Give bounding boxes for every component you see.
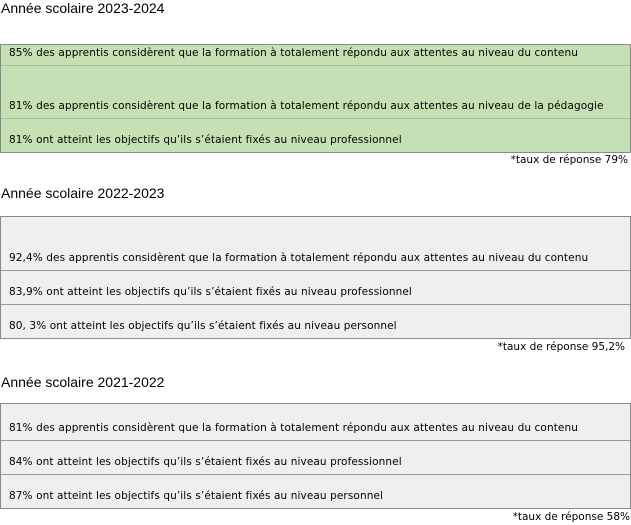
result-row	[1, 217, 630, 270]
results-box	[0, 403, 631, 509]
section-2021-2022	[0, 374, 631, 525]
section-title: Année scolaire 2021-2022	[1, 374, 165, 390]
result-row	[1, 270, 630, 304]
section-2022-2023	[0, 185, 631, 357]
results-box	[0, 44, 631, 153]
result-row	[1, 474, 630, 508]
response-rate-footnote: *taux de réponse 95,2%	[497, 341, 625, 353]
result-row	[1, 404, 630, 440]
result-row	[1, 118, 630, 152]
result-text: 80, 3% ont atteint les objectifs qu’ils s’étaient fixés au niveau personnel	[9, 320, 397, 332]
result-row	[1, 440, 630, 474]
result-text: 84% ont atteint les objectifs qu’ils s’étaient fixés au niveau professionnel	[9, 456, 402, 468]
result-row	[1, 65, 630, 118]
result-text: 92,4% des apprentis considèrent que la formation à totalement répondu aux attentes au niveau du contenu	[9, 252, 589, 264]
result-text: 81% des apprentis considèrent que la formation à totalement répondu aux attentes au niveau de la pédagogie	[9, 100, 604, 112]
section-2023-2024	[0, 0, 631, 170]
response-rate-footnote: *taux de réponse 58%	[512, 511, 630, 523]
section-title: Année scolaire 2023-2024	[1, 0, 165, 16]
response-rate-footnote: *taux de réponse 79%	[510, 154, 628, 166]
result-row	[1, 304, 630, 338]
result-row	[1, 45, 630, 65]
result-text: 85% des apprentis considèrent que la formation à totalement répondu aux attentes au niveau du contenu	[9, 47, 578, 59]
results-box	[0, 216, 631, 339]
result-text: 87% ont atteint les objectifs qu’ils s’étaient fixés au niveau personnel	[9, 490, 384, 502]
section-title: Année scolaire 2022-2023	[1, 185, 165, 201]
result-text: 81% des apprentis considèrent que la formation à totalement répondu aux attentes au niveau du contenu	[9, 422, 578, 434]
result-text: 83,9% ont atteint les objectifs qu’ils s’étaient fixés au niveau professionnel	[9, 286, 412, 298]
result-text: 81% ont atteint les objectifs qu’ils s’étaient fixés au niveau professionnel	[9, 134, 402, 146]
